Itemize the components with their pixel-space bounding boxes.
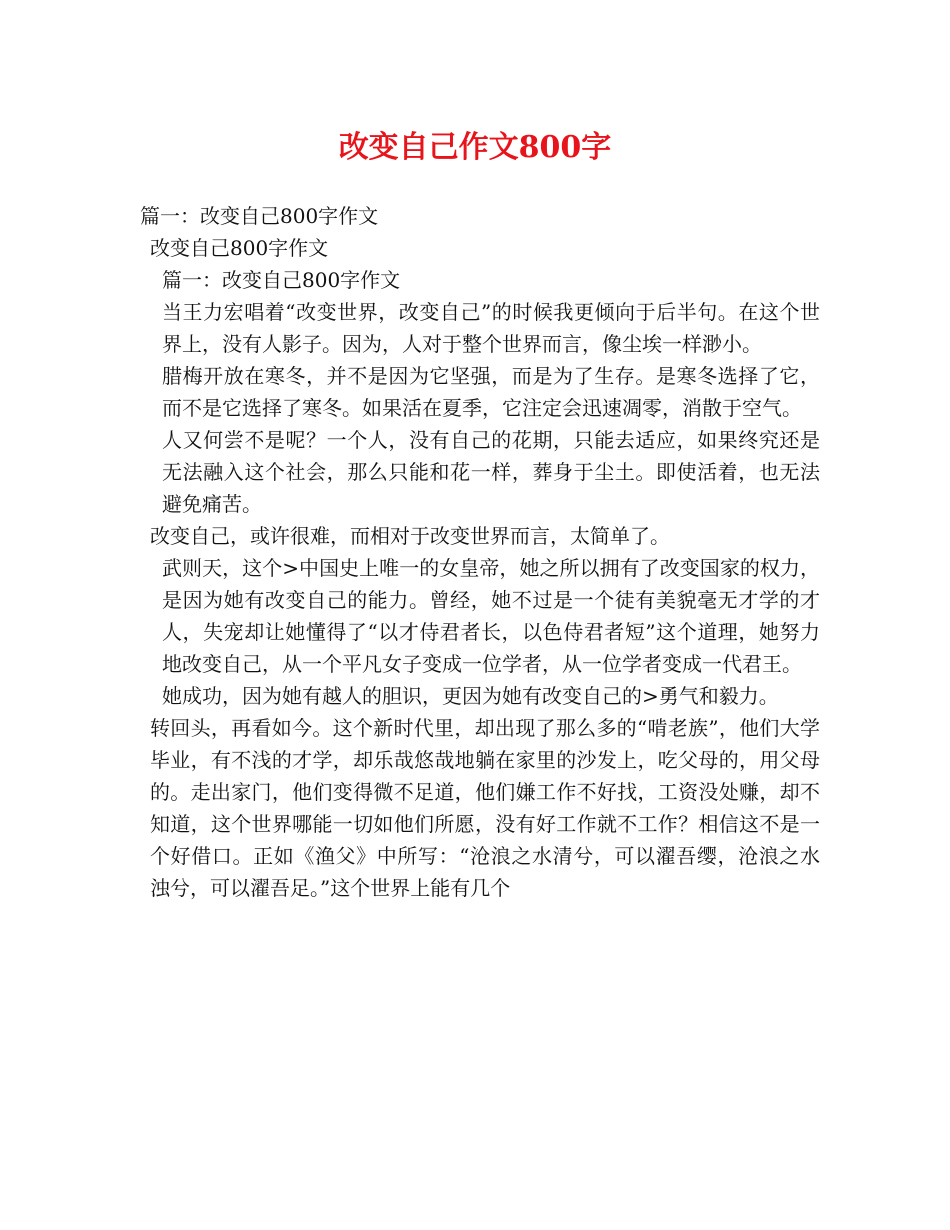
article-subheading: 篇一：改变自己800字作文 [162, 268, 401, 292]
paragraph: 她成功，因为她有越人的胆识，更因为她有改变自己的>勇气和毅力。 [162, 684, 779, 708]
paragraph: 当王力宏唱着“改变世界，改变自己”的时候我更倾向于后半句。在这个世界上，没有人影子。因为，人对于整个世界而言，像尘埃一样渺小。 [162, 300, 820, 356]
paragraph: 腊梅开放在寒冬，并不是因为它坚强，而是为了生存。是寒冬选择了它，而不是它选择了寒冬。如果活在夏季，它注定会迅速凋零，消散于空气。 [162, 364, 820, 420]
article-title: 改变自己800字作文 [150, 236, 329, 260]
section-heading: 篇一：改变自己800字作文 [140, 204, 379, 228]
paragraph: 改变自己，或许很难，而相对于改变世界而言，太简单了。 [150, 524, 670, 548]
paragraph: 人又何尝不是呢？一个人，没有自己的花期，只能去适应，如果终究还是无法融入这个社会，那么只能和花一样，葬身于尘土。即使活着，也无法避免痛苦。 [162, 428, 820, 516]
document-body [140, 200, 820, 904]
document-title: 改变自己作文800字 [338, 130, 612, 165]
paragraph: 武则天，这个>中国史上唯一的女皇帝，她之所以拥有了改变国家的权力，是因为她有改变自己的能力。曾经，她不过是一个徒有美貌毫无才学的才人，失宠却让她懂得了“以才侍君者长，以色侍君者短”这个道理，她努力地改变自己，从一个平凡女子变成一位学者，从一位学者变成一代君王。 [162, 556, 820, 676]
paragraph: 转回头，再看如今。这个新时代里，却出现了那么多的“啃老族”，他们大学毕业，有不浅的才学，却乐哉悠哉地躺在家里的沙发上，吃父母的，用父母的。走出家门，他们变得微不足道，他们嫌工作不好找，工资没处赚，却不知道，这个世界哪能一切如他们所愿，没有好工作就不工作？相信这不是一个好借口。正如《渔父》中所写：“沧浪之水清兮，可以濯吾缨，沧浪之水浊兮，可以濯吾足。”这个世界上能有几个 [150, 716, 820, 900]
